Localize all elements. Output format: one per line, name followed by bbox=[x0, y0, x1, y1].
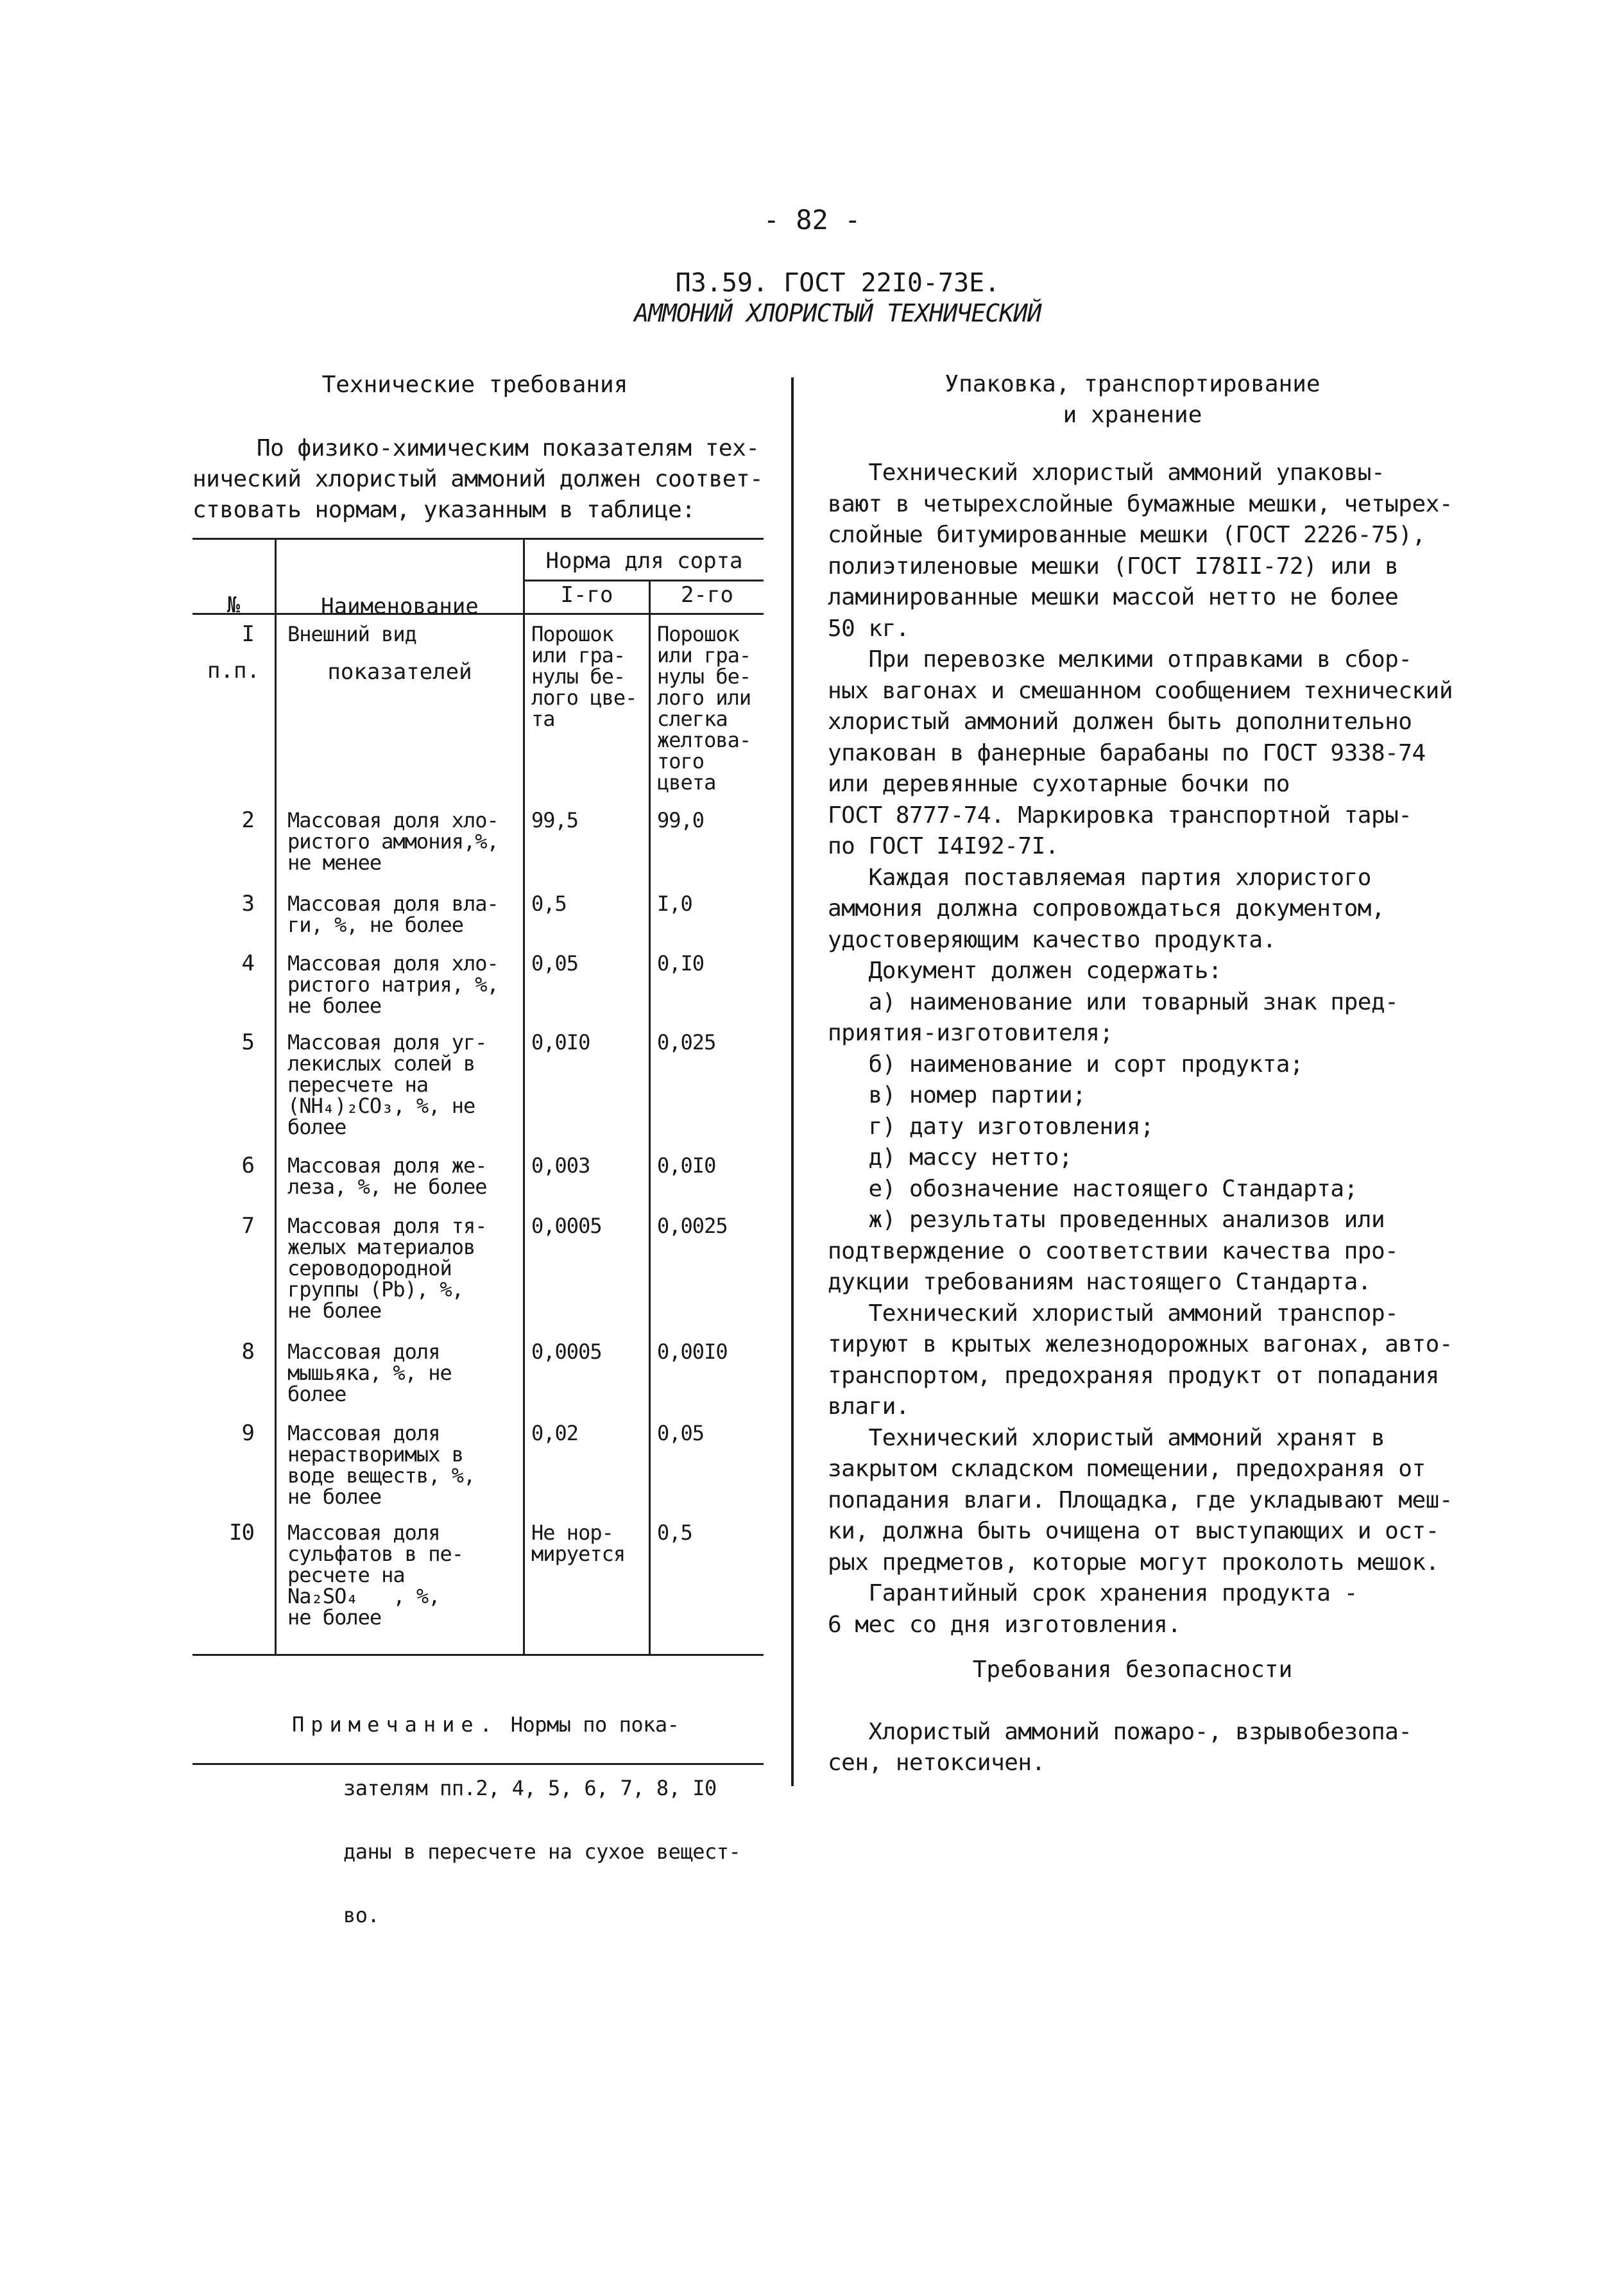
row-indicator-name bbox=[287, 624, 518, 645]
row-indicator-name-line: ристого аммония,%, bbox=[287, 829, 499, 854]
note-line: зателям пп.2, 4, 5, 6, 7, 8, I0 bbox=[343, 1776, 717, 1800]
table-vrule-3 bbox=[649, 580, 651, 1654]
row-grade-1-value-line: Порошок bbox=[531, 622, 613, 646]
row-indicator-name-line: Массовая доля уг- bbox=[287, 1030, 487, 1054]
intro-line: По физико-химическим показателям тех- bbox=[257, 435, 760, 461]
packaging-text-line: Технический хлористый аммоний упаковы- bbox=[828, 460, 1385, 486]
note-line: во. bbox=[343, 1903, 380, 1927]
row-indicator-name-line: лекислых солей в bbox=[287, 1051, 475, 1076]
packaging-text-line: или деревянные сухотарные бочки по bbox=[828, 771, 1290, 797]
packaging-text-line: в) номер партии; bbox=[828, 1082, 1086, 1108]
row-number: 2 bbox=[241, 807, 254, 833]
row-grade-1-value-line: Не нор- bbox=[531, 1520, 613, 1545]
row-indicator-name-line: Внешний вид bbox=[287, 622, 416, 646]
row-grade-1-value bbox=[531, 953, 647, 974]
row-indicator-name-line: Массовая доля тя- bbox=[287, 1214, 487, 1238]
row-grade-2-value-line: 0,05 bbox=[657, 1421, 705, 1445]
row-grade-1-value-line: 0,0005 bbox=[531, 1214, 602, 1238]
row-indicator-name-line: не более bbox=[287, 1485, 382, 1509]
row-number: 7 bbox=[241, 1213, 254, 1239]
row-indicator-name-line: группы (Pb), %, bbox=[287, 1277, 463, 1302]
row-number: 5 bbox=[241, 1029, 254, 1055]
grade-header-rule bbox=[523, 580, 764, 581]
row-indicator-name-line: нерастворимых в bbox=[287, 1442, 463, 1467]
row-grade-1-value-line: 0,02 bbox=[531, 1421, 579, 1445]
row-grade-1-value-line: 0,0005 bbox=[531, 1339, 602, 1364]
row-indicator-name-line: более bbox=[287, 1115, 346, 1139]
table-bottom-rule bbox=[192, 1654, 764, 1656]
packaging-text-line: 50 кг. bbox=[828, 615, 910, 642]
row-grade-2-value-line: желтова- bbox=[657, 728, 751, 752]
row-indicator-name-line: ги, %, не более bbox=[287, 913, 463, 937]
packaging-text-line: подтверждение о соответствии качества про- bbox=[828, 1237, 1399, 1264]
packaging-heading bbox=[828, 369, 1437, 431]
packaging-text-line: по ГОСТ I4I92-7I. bbox=[828, 833, 1059, 859]
packaging-heading-line: и хранение bbox=[1063, 402, 1202, 428]
row-grade-1-value-line: лого цве- bbox=[531, 685, 637, 710]
page-number: - 82 - bbox=[763, 204, 861, 236]
row-grade-2-value-line: 0,00I0 bbox=[657, 1339, 728, 1364]
row-grade-2-value bbox=[657, 624, 764, 793]
row-grade-2-value bbox=[657, 1155, 764, 1176]
row-indicator-name bbox=[287, 953, 518, 1017]
packaging-text-line: закрытом складском помещении, предохраняя от bbox=[828, 1456, 1426, 1482]
row-grade-1-value bbox=[531, 624, 647, 730]
row-grade-2-value-line: лого или bbox=[657, 685, 751, 710]
packaging-text-line: ГОСТ 8777-74. Маркировка транспортной тары- bbox=[828, 802, 1412, 829]
row-indicator-name-line: мышьяка, %, не bbox=[287, 1361, 452, 1385]
packaging-text-line: ки, должна быть очищена от выступающих и ост- bbox=[828, 1518, 1439, 1544]
row-grade-1-value-line: 0,05 bbox=[531, 951, 579, 976]
packaging-text-line: вают в четырехслойные бумажные мешки, четырех- bbox=[828, 490, 1453, 517]
note-line: даны в пересчете на сухое вещест- bbox=[343, 1839, 741, 1864]
row-indicator-name-line: Массовая доля хло- bbox=[287, 951, 499, 976]
packaging-text-line: тируют в крытых железнодорожных вагонах, авто- bbox=[828, 1331, 1453, 1357]
header-name-line: Наименование bbox=[321, 594, 479, 619]
header-num-label: п.п. bbox=[207, 658, 260, 684]
row-indicator-name-line: не менее bbox=[287, 850, 382, 875]
row-indicator-name-line: Массовая доля bbox=[287, 1421, 440, 1445]
row-grade-2-value bbox=[657, 1423, 764, 1444]
row-indicator-name bbox=[287, 893, 518, 936]
packaging-text-line: Технический хлористый аммоний транспор- bbox=[828, 1300, 1399, 1327]
packaging-body bbox=[828, 458, 1453, 1640]
row-indicator-name bbox=[287, 810, 518, 874]
row-grade-2-value-line: I,0 bbox=[657, 891, 692, 916]
packaging-text-line: дукции требованиям настоящего Стандарта. bbox=[828, 1269, 1371, 1295]
technical-requirements-heading: Технические требования bbox=[321, 372, 628, 398]
row-grade-2-value bbox=[657, 893, 764, 915]
packaging-text-line: аммония должна сопровождаться документом, bbox=[828, 895, 1385, 922]
packaging-text-line: попадания влаги. Площадка, где укладывают меш- bbox=[828, 1486, 1453, 1513]
row-indicator-name-line: Массовая доля хло- bbox=[287, 808, 499, 832]
row-indicator-name-line: не более bbox=[287, 1298, 382, 1323]
safety-body bbox=[828, 1717, 1412, 1778]
row-grade-2-value bbox=[657, 1522, 764, 1544]
packaging-text-line: г) дату изготовления; bbox=[828, 1113, 1154, 1140]
row-indicator-name bbox=[287, 1423, 518, 1508]
row-number: 4 bbox=[241, 951, 254, 976]
row-indicator-name-line: ристого натрия, %, bbox=[287, 972, 499, 997]
row-grade-1-value-line: 0,5 bbox=[531, 891, 567, 916]
header-num-symbol: № bbox=[227, 592, 241, 618]
packaging-text-line: ламинированные мешки массой нетто не более bbox=[828, 584, 1399, 610]
row-indicator-name-line: ресчете на bbox=[287, 1563, 405, 1587]
row-indicator-name bbox=[287, 1155, 518, 1198]
row-grade-2-value bbox=[657, 810, 764, 831]
row-indicator-name bbox=[287, 1341, 518, 1405]
row-indicator-name-line: желых материалов bbox=[287, 1235, 475, 1259]
packaging-text-line: 6 мес со дня изготовления. bbox=[828, 1611, 1181, 1638]
row-grade-1-value-line: 99,5 bbox=[531, 808, 579, 832]
row-grade-2-value-line: цвета bbox=[657, 770, 716, 795]
row-grade-2-value-line: или гра- bbox=[657, 643, 751, 667]
row-indicator-name-line: Массовая доля вла- bbox=[287, 891, 499, 916]
row-grade-1-value bbox=[531, 893, 647, 915]
packaging-text-line: удостоверяющим качество продукта. bbox=[828, 926, 1276, 953]
row-indicator-name-line: не более bbox=[287, 1605, 382, 1630]
packaging-text-line: б) наименование и сорт продукта; bbox=[828, 1051, 1304, 1078]
packaging-text-line: д) массу нетто; bbox=[828, 1144, 1073, 1171]
row-grade-1-value bbox=[531, 1032, 647, 1053]
row-grade-2-value-line: 0,5 bbox=[657, 1520, 692, 1545]
row-grade-1-value-line: нулы бе- bbox=[531, 664, 626, 689]
note-line: Нормы по пока- bbox=[498, 1712, 680, 1737]
safety-text-line: Хлористый аммоний пожаро-, взрывобезопа- bbox=[828, 1719, 1412, 1745]
packaging-text-line: При перевозке мелкими отправками в сбор- bbox=[828, 646, 1412, 673]
row-grade-2-value-line: того bbox=[657, 749, 705, 773]
row-indicator-name bbox=[287, 1032, 518, 1138]
document-title: АММОНИЙ ХЛОРИСТЫЙ ТЕХНИЧЕСКИЙ bbox=[634, 299, 1041, 327]
row-grade-1-value bbox=[531, 1423, 647, 1444]
row-number: I0 bbox=[229, 1520, 254, 1545]
packaging-text-line: хлористый аммоний должен быть дополнительно bbox=[828, 709, 1412, 735]
packaging-text-line: Гарантийный срок хранения продукта - bbox=[828, 1580, 1358, 1606]
row-grade-2-value-line: слегка bbox=[657, 707, 728, 731]
row-indicator-name-line: Массовая доля же- bbox=[287, 1153, 487, 1178]
table-vrule-2 bbox=[523, 538, 525, 1654]
packaging-text-line: е) обозначение настоящего Стандарта; bbox=[828, 1175, 1358, 1202]
row-indicator-name-line: более bbox=[287, 1382, 346, 1406]
packaging-text-line: а) наименование или товарный знак пред- bbox=[828, 988, 1399, 1015]
row-grade-2-value-line: 0,025 bbox=[657, 1030, 716, 1054]
packaging-text-line: упакован в фанерные барабаны по ГОСТ 9338-74 bbox=[828, 739, 1426, 766]
document-code: ПЗ.59. ГОСТ 22I0-73Е. bbox=[675, 268, 1000, 298]
packaging-text-line: ных вагонах и смешанном сообщением технический bbox=[828, 677, 1453, 704]
row-indicator-name-line: не более bbox=[287, 994, 382, 1018]
header-norm: Норма для сорта bbox=[545, 548, 743, 574]
row-grade-1-value bbox=[531, 810, 647, 831]
packaging-text-line: полиэтиленовые мешки (ГОСТ I78II-72) или в bbox=[828, 553, 1399, 580]
row-grade-1-value bbox=[531, 1155, 647, 1176]
row-grade-2-value-line: 0,0I0 bbox=[657, 1153, 716, 1178]
row-grade-2-value bbox=[657, 1341, 764, 1363]
packaging-text-line: приятия-изготовителя; bbox=[828, 1020, 1113, 1046]
row-grade-2-value bbox=[657, 1216, 764, 1237]
packaging-text-line: Документ должен содержать: bbox=[828, 958, 1222, 984]
row-grade-1-value-line: 0,003 bbox=[531, 1153, 590, 1178]
row-indicator-name-line: сероводородной bbox=[287, 1256, 452, 1280]
row-number: 6 bbox=[241, 1153, 254, 1178]
row-grade-2-value-line: Порошок bbox=[657, 622, 739, 646]
column-divider bbox=[791, 377, 794, 1786]
header-grade-1: I-го bbox=[560, 582, 613, 608]
row-indicator-name bbox=[287, 1216, 518, 1321]
row-indicator-name-line: сульфатов в пе- bbox=[287, 1542, 463, 1566]
row-indicator-name-line: леза, %, не более bbox=[287, 1175, 487, 1199]
row-grade-2-value-line: нулы бе- bbox=[657, 664, 751, 689]
row-grade-2-value-line: 99,0 bbox=[657, 808, 705, 832]
row-indicator-name-line: воде веществ, %, bbox=[287, 1463, 475, 1488]
row-grade-2-value-line: 0,I0 bbox=[657, 951, 705, 976]
row-grade-1-value bbox=[531, 1341, 647, 1363]
note-label: Примечание. bbox=[292, 1712, 499, 1737]
row-grade-2-value-line: 0,0025 bbox=[657, 1214, 728, 1238]
intro-line: нический хлористый аммоний должен соответ- bbox=[192, 466, 764, 492]
row-number: 3 bbox=[241, 891, 254, 917]
intro-line: ствовать нормам, указанным в таблице: bbox=[192, 497, 696, 523]
row-number: 8 bbox=[241, 1339, 254, 1364]
packaging-text-line: рых предметов, которые могут проколоть мешок. bbox=[828, 1549, 1439, 1576]
safety-heading: Требования безопасности bbox=[972, 1657, 1293, 1683]
row-number: 9 bbox=[241, 1420, 254, 1446]
packaging-text-line: Технический хлористый аммоний хранят в bbox=[828, 1424, 1385, 1451]
row-indicator-name bbox=[287, 1522, 518, 1628]
row-grade-1-value bbox=[531, 1216, 647, 1237]
row-grade-2-value bbox=[657, 1032, 764, 1053]
packaging-text-line: влаги. bbox=[828, 1393, 910, 1420]
row-grade-1-value-line: мируется bbox=[531, 1542, 626, 1566]
row-indicator-name-line: Массовая доля bbox=[287, 1520, 440, 1545]
safety-text-line: сен, нетоксичен. bbox=[828, 1750, 1045, 1776]
packaging-text-line: Каждая поставляемая партия хлористого bbox=[828, 864, 1371, 891]
row-grade-1-value-line: или гра- bbox=[531, 643, 626, 667]
header-name-line: показателей bbox=[327, 659, 472, 685]
packaging-text-line: транспортом, предохраняя продукт от попадания bbox=[828, 1362, 1439, 1389]
row-indicator-name-line: Массовая доля bbox=[287, 1339, 440, 1364]
row-grade-2-value bbox=[657, 953, 764, 974]
table-note bbox=[292, 1672, 740, 1968]
row-grade-1-value-line: та bbox=[531, 707, 555, 731]
packaging-text-line: слойные битумированные мешки (ГОСТ 2226-75), bbox=[828, 522, 1426, 548]
row-number: I bbox=[241, 621, 254, 647]
row-indicator-name-line: Na₂SO₄ , %, bbox=[287, 1584, 440, 1608]
header-grade-2: 2-го bbox=[681, 582, 733, 608]
row-indicator-name-line: пересчете на bbox=[287, 1072, 429, 1097]
row-grade-1-value-line: 0,0I0 bbox=[531, 1030, 590, 1054]
intro-paragraph bbox=[192, 433, 763, 526]
row-grade-1-value bbox=[531, 1522, 647, 1565]
table-top-rule bbox=[192, 538, 764, 540]
packaging-text-line: ж) результаты проведенных анализов или bbox=[828, 1207, 1385, 1233]
packaging-heading-line: Упаковка, транспортирование bbox=[944, 371, 1321, 397]
row-indicator-name-line: (NH₄)₂CO₃, %, не bbox=[287, 1094, 475, 1118]
